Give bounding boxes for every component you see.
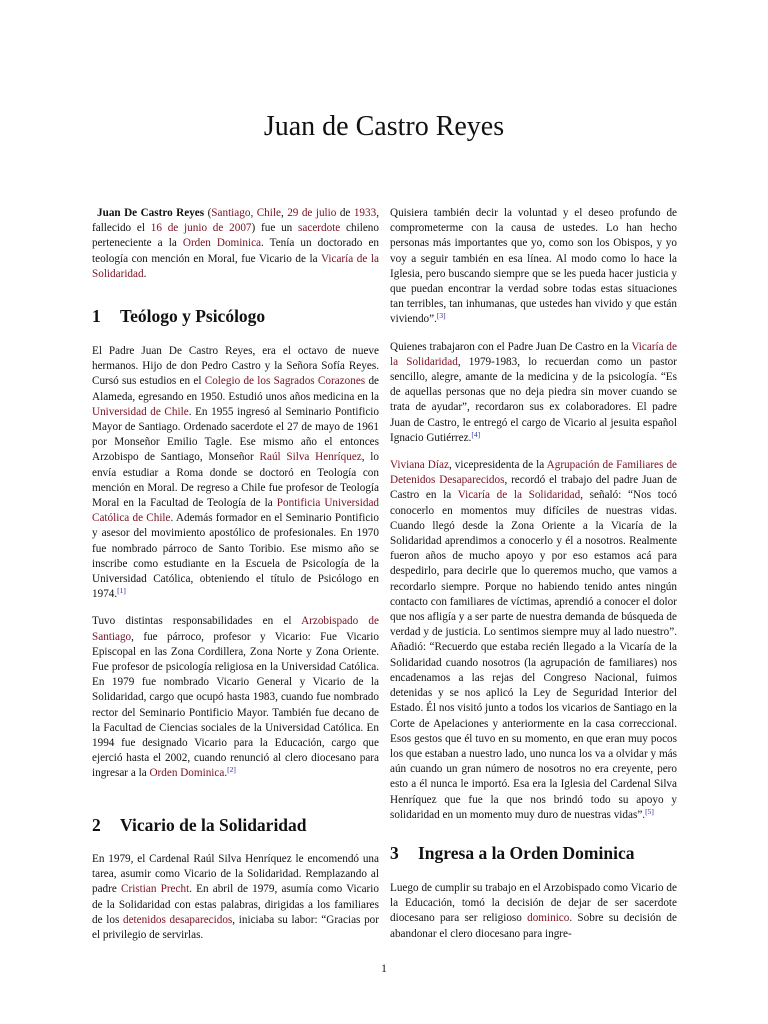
link-arzobispado[interactable]: Arzobispado de Santiago [92, 615, 379, 643]
section-title: Vicario de la Solidaridad [120, 815, 307, 835]
intro-paragraph [92, 206, 379, 282]
text: de [336, 207, 354, 219]
section-3-body [390, 881, 677, 954]
text: , señaló: “Nos tocó conocerlo en momentos muy difíciles de nuestras vidas. Cuando llegó desde la Zona Oriente a la Vicaría de la Solidaridad aprendimos a conocerlo y él a nosotros. Realmente fueron años de mucho apoyo y por eso estamos acá para despedirlo, para decirle que lo queremos mucho, que vamos a recordarlo siempre. Porque no habiendo tenido antes ningún contacto con familiares de víctimas, aprendió a conocer el dolor que nos afligía y a ser parte de nuestra demanda de búsqueda de verdad y de justicia. Lo sentimos siempre muy al lado nuestro”. Añadió: “Recuerdo que estaba recién llegado a la Vicaría de la Solidaridad cuando nosotros (la agrupación de familiares) nos encadenamos a las rejas del Congreso Nacional, fuimos detenidas y se nos aplicó la Ley de Seguridad Interior del Estado. Él nos visitó junto a todos los vicarios de Santiago en la Corte de Apelaciones y anteriormente en la casa correccional. Esos gestos que él tuvo en su momento, en que eran muy pocos los que estaban a nuestro lado, uno nunca los va a olvidar y más aún cuando un gran número de nosotros no era creyente, pero esto a él nunca le importó. Esa era la Iglesia del Cardenal Silva Henríquez que fue la que nos brindó todo su apoyo y solidaridad en un momento muy duro de nuestras vidas”. [390, 489, 677, 821]
link-dominico[interactable]: dominico [527, 912, 570, 925]
text: , fallecido el [92, 207, 379, 235]
section-number: 2 [92, 815, 101, 835]
section-title: Teólogo y Psicólogo [120, 306, 266, 326]
page-number: 1 [381, 963, 387, 975]
link-sacerdote[interactable]: sacerdote [298, 222, 341, 235]
section-number: 1 [92, 306, 101, 326]
link-detenidos[interactable]: detenidos desaparecidos [122, 913, 233, 926]
intro-block [92, 206, 379, 294]
text: de Alameda, egresando en 1950. Estudió unos años medicina en la [92, 375, 379, 403]
section-number: 3 [390, 843, 399, 863]
text: , vicepresidenta de la [448, 459, 547, 472]
link-viviana-diaz[interactable]: Viviana Díaz [390, 459, 449, 472]
link-orden-dominica[interactable]: Orden Dominica [182, 237, 261, 250]
reference-3[interactable]: [3] [436, 311, 446, 321]
section-2-body [92, 852, 379, 955]
text: Quisiera también decir la voluntad y el deseo profundo de comprometerme con la causa de ustedes. Lo han hecho personas más importantes que yo, como son los Obispos, y yo voy a seguir también en esa línea. Al modo como lo hace la Iglesia, pero buscando siempre que se les pueda hacer justicia y que puedan encontrar la verdad sobre todas estas situaciones tan terribles, tan inhumanas, que ustedes han vivido y que están viviendo”. [390, 207, 677, 326]
link-colegio[interactable]: Colegio de los Sagrados Corazones [204, 375, 366, 388]
reference-2[interactable]: [2] [227, 765, 236, 775]
text: En 1979, el Cardenal Raúl Silva Henríquez le encomendó una tarea, asumir como Vicario de la Solidaridad. Remplazando al padre [92, 853, 379, 896]
reference-5[interactable]: [5] [645, 806, 654, 816]
text: , 1979-1983, lo recuerdan como un pastor sencillo, alegre, amante de la medicina y de la psicología. “Es de aquellas personas que no deja piedra sin mover cuando se trata de ayudar”, recordaron sus ex colaboradores. El padre Juan de Castro, le entregó el cargo de Vicario al jesuita español Ignacio Gutiérrez. [390, 355, 677, 444]
text: , fue párroco, profesor y Vicario: Fue Vicario Episcopal en las Zona Cordillera, Zona Norte y Zona Oriente. Fue profesor de psicología religiosa en la Universidad Católica. En 1979 fue nombrado Vicario General y Vicario de la Solidaridad, cargo que ocupó hasta 1983, cuando fue nombrado rector del Seminario Pontificio Mayor. También fue decano de la Facultad de Ciencias sociales de la Universidad Católica. En 1994 fue designado Vicario para la Educación, cargo que ejerció hasta el 2002, cuando renunció al clero diocesano para ingresar a la [92, 630, 379, 780]
text: ( [207, 207, 212, 219]
section-heading-3 [390, 842, 635, 864]
paragraph [390, 458, 677, 823]
text: , [280, 207, 288, 219]
text: El Padre Juan De Castro Reyes, era el octavo de nueve hermanos. Hijo de don Pedro Castro y la Señora Sofía Reyes. Cursó sus estudios en el [92, 345, 379, 388]
link-agrupacion[interactable]: Agrupación de Familiares de Detenidos Desaparecidos [390, 459, 678, 487]
section-title: Ingresa a la Orden Dominica [418, 843, 635, 863]
page-title: Juan de Castro Reyes [263, 111, 505, 142]
text: , iniciaba su labor: “Gracias por el privilegio de servirlas. [92, 913, 379, 942]
section-2-continued [390, 206, 677, 835]
paragraph [390, 206, 677, 328]
reference-4[interactable]: [4] [471, 429, 481, 439]
subject-name: Juan De Castro Reyes [97, 207, 205, 219]
section-1-body [92, 344, 379, 794]
link-birth-day[interactable]: 29 de julio [287, 207, 337, 219]
link-puc[interactable]: Pontificia Universidad Católica de Chile [92, 497, 379, 525]
text: . En 1955 ingresó al Seminario Pontificio Mayor de Santiago. Ordenado sacerdote el 27 de mayo de 1961 por Monseñor Emilio Tagle. Ese mismo año el entonces Arzobispo de Santiago, Monseñor [92, 405, 379, 464]
text: ) fue un [251, 222, 299, 235]
text: Tuvo distintas responsabilidades en el [92, 615, 302, 628]
text: , lo envía estudiar a Roma donde se doctoró en Teología con mención en Moral. De regreso a Chile fue profesor de Teología Moral en la Facultad de Teología de la [92, 451, 380, 510]
text: . En abril de 1979, asumía como Vicario de la Solidaridad con estas palabras, dirigidas a los familiares de los [92, 883, 379, 926]
section-heading-2 [92, 814, 307, 836]
link-raul-silva[interactable]: Raúl Silva Henríquez [259, 451, 362, 464]
link-orden-dominica[interactable]: Orden Dominica [149, 767, 225, 780]
text: Quienes trabajaron con el Padre Juan De Castro en la [390, 340, 632, 353]
link-birthplace[interactable]: Santiago, Chile [211, 207, 281, 219]
text: . [143, 267, 147, 280]
text: . Además formador en el Seminario Pontificio y asesor del movimiento apostólico de profesionales. En 1970 fue nombrado párroco de Santo Toribio. Ese mismo año se inscribe como estudiante en la Escuela de Psicología de la Universidad Católica, obteniendo el título de Psicólogo en 1974. [92, 512, 379, 601]
text: Luego de cumplir su trabajo en el Arzobispado como Vicario de la Educación, tomó la decisión de dejar de ser sacerdote diocesano para ser religioso [390, 882, 677, 925]
reference-1[interactable]: [1] [117, 586, 126, 596]
link-uchile[interactable]: Universidad de Chile [92, 405, 189, 418]
paragraph [92, 614, 379, 781]
paragraph [390, 340, 677, 446]
text: chileno perteneciente a la [92, 222, 379, 250]
link-death-date[interactable]: 16 de junio de 2007 [150, 222, 252, 235]
link-vicaria[interactable]: Vicaría de la Solidaridad [92, 252, 379, 280]
section-heading-1 [92, 305, 265, 327]
paragraph [92, 852, 379, 943]
text: . Tenía un doctorado en teología con mención en Moral, fue Vicario de la [92, 237, 380, 265]
paragraph [92, 344, 379, 602]
link-vicaria[interactable]: Vicaría de la Solidaridad [390, 340, 677, 368]
text: . [224, 767, 228, 780]
link-birth-year[interactable]: 1933 [353, 207, 377, 219]
text: , recordó el trabajo del padre Juan de Castro en la [390, 474, 677, 502]
text: . Sobre su decisión de abandonar el clero diocesano para ingre- [390, 912, 677, 940]
paragraph [390, 881, 677, 942]
link-cristian-precht[interactable]: Cristian Precht [121, 883, 190, 896]
link-vicaria[interactable]: Vicaría de la Solidaridad [457, 489, 581, 502]
